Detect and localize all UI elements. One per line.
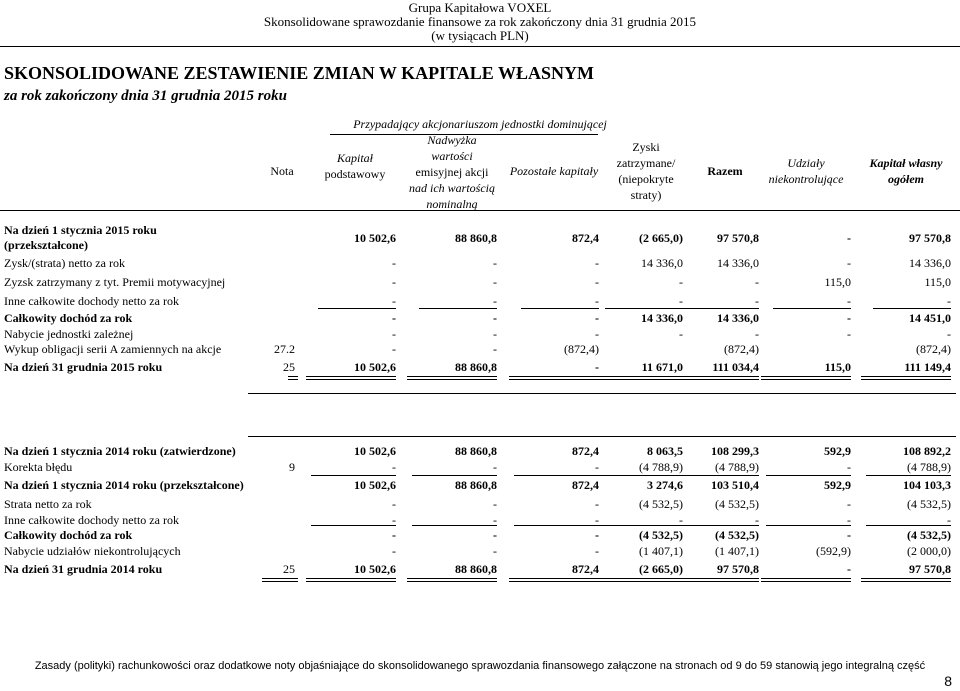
page-title: SKONSOLIDOWANE ZESTAWIENIE ZMIAN W KAPITALE WŁASNYM [4,63,594,83]
cell: (872,4) [916,342,951,356]
rule-line [412,525,497,526]
row-nota: 25 [283,360,295,374]
report-subtitle: Skonsolidowane sprawozdanie finansowe za rok zakończony dnia 31 grudnia 2015 [263,14,697,29]
page-period: za rok zakończony dnia 31 grudnia 2015 roku [4,88,287,104]
cell: (4 532,5) [907,528,951,542]
cell: - [595,311,599,325]
header-bottom-line [0,210,960,211]
cell: - [493,342,497,356]
cell: (2 665,0) [639,231,683,245]
cell: - [679,275,683,289]
cell: 88 860,8 [455,478,497,492]
rule-line [262,581,298,582]
rule-line [311,525,396,526]
cell: 88 860,8 [455,231,497,245]
cell: - [493,513,497,527]
cell: - [392,544,396,558]
cell: - [847,497,851,511]
page-number: 8 [944,673,952,689]
row-label: Całkowity dochód za rok [4,311,133,325]
rule-line [605,308,683,309]
header-divider [0,46,960,47]
rule-line [514,525,599,526]
cell: - [755,327,759,341]
cell: (1 407,1) [639,544,683,558]
row-label: Na dzień 1 stycznia 2014 roku (zatwierdzone) [4,444,236,458]
cell: (4 532,5) [639,528,683,542]
cell: - [755,294,759,308]
cell: 10 502,6 [354,231,396,245]
row-label: (przekształcone) [4,238,88,252]
cell: (4 532,5) [639,497,683,511]
cell: - [493,497,497,511]
cell: - [847,294,851,308]
cell: - [392,256,396,270]
col-udzialy: Udziały niekontrolujące [768,156,844,186]
cell: 10 502,6 [354,444,396,458]
cell: - [493,311,497,325]
row-label: Nabycie jednostki zależnej [4,327,134,341]
rule-line [669,379,759,380]
cell: 111 034,4 [712,360,759,374]
cell: - [595,275,599,289]
cell: 103 510,4 [711,478,759,492]
rule-line [669,581,759,582]
cell: - [595,513,599,527]
cell: (4 788,9) [715,460,759,474]
cell: 10 502,6 [354,478,396,492]
rule-line [407,581,497,582]
rule-line [248,436,956,437]
col-kapital-podstawowy: Kapitał podstawowy [324,151,386,181]
cell: (4 788,9) [639,460,683,474]
cell: 115,0 [824,360,851,374]
rule-line [598,525,683,526]
row-label: Zysk/(strata) netto za rok [4,256,125,270]
rule-line [288,379,298,380]
cell: 872,4 [572,444,599,458]
cell: 108 299,3 [711,444,759,458]
cell: 8 063,5 [647,444,683,458]
rule-line [761,578,851,579]
row-nota: 27.2 [274,342,295,356]
cell: 3 274,6 [647,478,683,492]
cell: - [493,275,497,289]
rule-line [761,581,851,582]
rule-line [407,376,497,377]
rule-line [248,393,956,394]
rule-line [674,475,759,476]
cell: - [847,256,851,270]
col-zyski: Zyski zatrzymane/ (niepokryte straty) [616,140,676,202]
cell: - [493,544,497,558]
cell: 872,4 [572,478,599,492]
rule-line [761,376,851,377]
cell: 592,9 [824,444,851,458]
cell: - [755,513,759,527]
cell: (1 407,1) [715,544,759,558]
cell: 14 336,0 [717,256,759,270]
rule-line [861,581,951,582]
cell: - [679,327,683,341]
cell: - [392,528,396,542]
cell: (2 665,0) [639,562,683,576]
rule-line [311,475,396,476]
row-nota: 9 [289,460,295,474]
cell: (592,9) [816,544,851,558]
col-nadwyzka: Nadwyżka wartości emisyjnej akcji nad ich wartością nominalną [409,133,495,211]
row-label: Strata netto za rok [4,497,92,511]
cell: 14 336,0 [641,311,683,325]
cell: - [392,327,396,341]
cell: 14 336,0 [909,256,951,270]
group-label: Przypadający akcjonariuszom jednostki dominującej [353,117,607,131]
rule-line [766,475,851,476]
cell: 592,9 [824,478,851,492]
cell: (4 532,5) [715,497,759,511]
rule-line [674,525,759,526]
rule-line [669,578,759,579]
rule-line [509,578,599,579]
row-label: Korekta błędu [4,460,73,474]
cell: 88 860,8 [455,562,497,576]
footer-note: Zasady (polityki) rachunkowości oraz dodatkowe noty objaśniające do skonsolidowanego sprawozdania finansowego załączone na stronach od 9 do 59 stanowią jego integralną część [34,660,926,672]
cell: (872,4) [564,342,599,356]
cell: 14 336,0 [641,256,683,270]
cell: - [947,513,951,527]
cell: (872,4) [724,342,759,356]
row-label: Na dzień 1 stycznia 2014 roku (przekształcone) [4,478,244,492]
cell: - [392,513,396,527]
cell: - [493,256,497,270]
cell: - [392,294,396,308]
row-label: Nabycie udziałów niekontrolujących [4,544,181,558]
cell: - [847,562,851,576]
cell: 11 671,0 [641,360,683,374]
cell: 97 570,8 [717,562,759,576]
cell: - [947,294,951,308]
cell: 10 502,6 [354,562,396,576]
cell: - [595,544,599,558]
rule-line [306,379,396,380]
rule-line [407,379,497,380]
rule-line [318,308,396,309]
col-kapital-wlasny: Kapitał własny ogółem [869,156,943,186]
cell: 97 570,8 [909,562,951,576]
rule-line [306,581,396,582]
rule-line [509,376,599,377]
rule-line [509,581,599,582]
rule-line [866,475,951,476]
row-label: Całkowity dochód za rok [4,528,133,542]
rule-line [861,379,951,380]
rule-line [873,308,951,309]
cell: - [847,311,851,325]
rule-line [681,308,759,309]
rule-line [288,376,298,377]
cell: - [595,528,599,542]
rule-line [669,376,759,377]
cell: - [595,294,599,308]
cell: - [755,275,759,289]
row-label: Na dzień 31 grudnia 2015 roku [4,360,163,374]
row-nota: 25 [283,562,295,576]
col-razem: Razem [707,164,743,178]
cell: - [392,497,396,511]
cell: 115,0 [924,275,951,289]
cell: 88 860,8 [455,444,497,458]
cell: 10 502,6 [354,360,396,374]
row-label: Zyzsk zatrzymany z tyt. Premii motywacyjnej [4,275,226,289]
cell: - [847,460,851,474]
currency-unit: (w tysiącach PLN) [431,28,529,43]
cell: - [595,360,599,374]
cell: - [392,342,396,356]
cell: - [847,231,851,245]
row-label: Na dzień 1 stycznia 2015 roku [4,223,157,237]
rule-line [598,475,683,476]
cell: 872,4 [572,562,599,576]
rule-line [419,308,497,309]
rule-line [412,475,497,476]
cell: (4 788,9) [907,460,951,474]
cell: 104 103,3 [903,478,951,492]
cell: 97 570,8 [717,231,759,245]
cell: - [679,294,683,308]
rule-line [761,379,851,380]
cell: - [595,460,599,474]
cell: 115,0 [824,275,851,289]
cell: 14 451,0 [909,311,951,325]
cell: - [493,294,497,308]
rule-line [509,379,599,380]
cell: (4 532,5) [907,497,951,511]
cell: (4 532,5) [715,528,759,542]
rule-line [773,308,851,309]
cell: - [392,460,396,474]
rule-line [407,578,497,579]
rule-line [766,525,851,526]
cell: - [392,275,396,289]
cell: 97 570,8 [909,231,951,245]
rule-line [861,578,951,579]
cell: 872,4 [572,231,599,245]
rule-line [514,475,599,476]
cell: (2 000,0) [907,544,951,558]
cell: 111 149,4 [904,360,951,374]
cell: - [679,513,683,527]
cell: - [595,497,599,511]
row-label: Inne całkowite dochody netto za rok [4,513,179,527]
row-label: Na dzień 31 grudnia 2014 roku [4,562,163,576]
rule-line [306,376,396,377]
cell: - [493,327,497,341]
cell: - [595,256,599,270]
cell: - [847,513,851,527]
cell: - [947,327,951,341]
cell: 14 336,0 [717,311,759,325]
col-pozostale: Pozostałe kapitały [509,164,599,178]
row-label: Inne całkowite dochody netto za rok [4,294,179,308]
cell: 88 860,8 [455,360,497,374]
col-nota: Nota [270,164,294,178]
row-label: Wykup obligacji serii A zamiennych na akcje [4,342,222,356]
cell: - [847,327,851,341]
cell: 108 892,2 [903,444,951,458]
cell: - [392,311,396,325]
cell: - [493,460,497,474]
rule-line [521,308,599,309]
rule-line [861,376,951,377]
cell: - [847,528,851,542]
cell: - [493,528,497,542]
cell: - [595,327,599,341]
company-name: Grupa Kapitałowa VOXEL [408,0,552,15]
rule-line [262,578,298,579]
rule-line [866,525,951,526]
rule-line [306,578,396,579]
